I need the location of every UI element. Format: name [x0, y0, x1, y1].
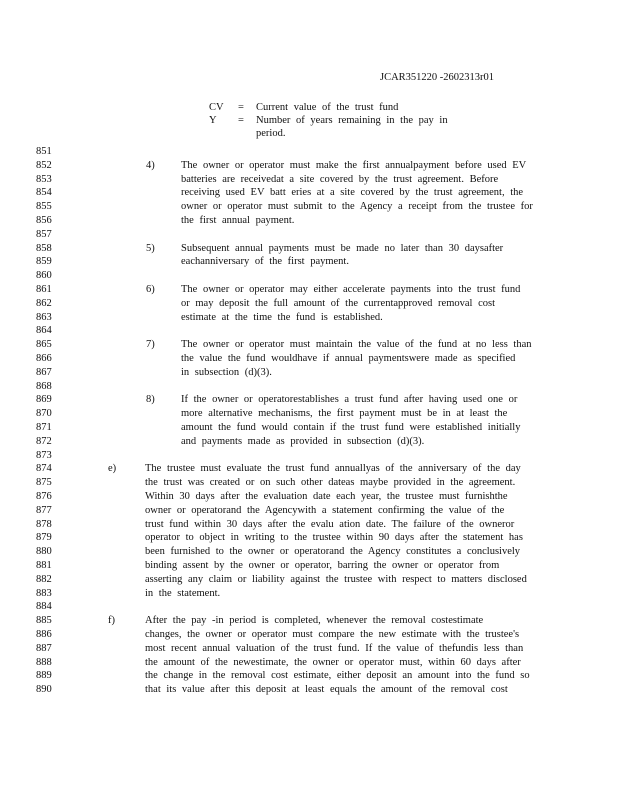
- item-text-line: amount the fund would contain if the trust fund were established initially: [181, 422, 521, 433]
- item-text-line: The owner or operator must make the first annualpayment before used EV: [181, 159, 527, 171]
- line-number: 875: [36, 477, 52, 489]
- item-text-line: receiving used EV batt eries at a site covered by the trust agreement, the: [181, 187, 524, 199]
- item-text-line: batteries are receivedat a site covered by the trust agreement. Before: [181, 173, 499, 185]
- definition-row: [0, 101, 618, 114]
- line-number: 870: [36, 408, 52, 420]
- item-text-line: and payments made as provided in subsection (d)(3).: [181, 435, 425, 447]
- line-number: 860: [36, 270, 52, 282]
- line-number: 857: [36, 228, 52, 240]
- line-number: 873: [36, 449, 52, 461]
- line-number: 877: [36, 504, 52, 516]
- line-number: 885: [36, 615, 52, 627]
- definition-equals: =: [238, 115, 244, 126]
- line-number: 856: [36, 215, 52, 226]
- line-number: 881: [36, 560, 52, 571]
- line-number: 874: [36, 463, 52, 475]
- section-text-line: asserting any claim or liability against the trustee with respect to matters disclosed: [145, 573, 527, 585]
- line-number: 869: [36, 394, 52, 406]
- line-number: 852: [36, 159, 52, 171]
- item-text-line: owner or operator must submit to the Agency a receipt from the trustee for: [181, 201, 533, 213]
- item-text-line: or may deposit the full amount of the currentapproved removal cost: [181, 297, 495, 309]
- item-label: 7): [146, 339, 155, 351]
- item-text-line: in subsection (d)(3).: [181, 366, 272, 378]
- line-number: 867: [36, 366, 52, 378]
- definition-symbol: Y: [209, 115, 217, 126]
- section-text-line: operator to object in writing to the trustee within 90 days after the statement has: [145, 532, 523, 544]
- section-text-line: binding assent by the owner or operator, barring the owner or operator from: [145, 560, 500, 571]
- line-number: 854: [36, 187, 52, 199]
- line-number: 862: [36, 297, 52, 309]
- line-number: 863: [36, 311, 52, 323]
- section-text-line: The trustee must evaluate the trust fund annuallyas of the anniversary of the day: [145, 463, 521, 475]
- line-number: 887: [36, 642, 52, 654]
- line-number: 882: [36, 573, 52, 585]
- section-text-line: After the pay -in period is completed, whenever the removal costestimate: [145, 615, 484, 627]
- document-header: JCAR351220 -2602313r01: [380, 72, 495, 83]
- line-number: 853: [36, 173, 52, 185]
- item-text-line: eachanniversary of the first payment.: [181, 256, 349, 268]
- line-number: 872: [36, 435, 52, 447]
- item-label: 5): [146, 242, 155, 254]
- line-number: 871: [36, 422, 52, 433]
- item-label: 8): [146, 394, 155, 406]
- line-number: 879: [36, 532, 52, 544]
- item-text-line: The owner or operator must maintain the value of the fund at no less than: [181, 339, 532, 351]
- definition-row: [0, 114, 618, 127]
- line-number: 855: [36, 201, 52, 213]
- section-text-line: Within 30 days after the evaluation date each year, the trustee must furnishthe: [145, 491, 508, 502]
- section-text-line: changes, the owner or operator must compare the new estimate with the trustee's: [145, 629, 520, 640]
- item-text-line: If the owner or operatorestablishes a trust fund after having used one or: [181, 394, 518, 406]
- item-text-line: the value the fund wouldhave if annual paymentswere made as specified: [181, 353, 516, 364]
- definition-symbol: CV: [209, 102, 224, 113]
- section-text-line: been furnished to the owner or operatorand the Agency constitutes a conclusively: [145, 546, 521, 558]
- line-number: 880: [36, 546, 52, 558]
- item-text-line: more alternative mechanisms, the first payment must be in at least the: [181, 408, 508, 420]
- line-number: 858: [36, 242, 52, 254]
- section-text-line: the amount of the newestimate, the owner or operator must, within 60 days after: [145, 656, 521, 668]
- definition-equals: =: [238, 102, 244, 113]
- line-number: 889: [36, 670, 52, 682]
- item-text-line: Subsequent annual payments must be made no later than 30 daysafter: [181, 242, 504, 254]
- item-text-line: the first annual payment.: [181, 215, 295, 226]
- section-label: f): [108, 615, 115, 627]
- line-number: 864: [36, 325, 52, 337]
- line-number: 878: [36, 518, 52, 530]
- item-text-line: estimate at the time the fund is established.: [181, 311, 383, 323]
- item-label: 4): [146, 159, 155, 171]
- line-number: 851: [36, 146, 52, 157]
- line-number: 876: [36, 491, 52, 502]
- section-text-line: in the statement.: [145, 587, 221, 599]
- line-number: 888: [36, 656, 52, 668]
- line-number: 884: [36, 601, 52, 613]
- definition-text: Number of years remaining in the pay in: [256, 115, 448, 126]
- line-number: 866: [36, 353, 52, 364]
- line-number: 890: [36, 684, 52, 696]
- section-text-line: that its value after this deposit at least equals the amount of the removal cost: [145, 684, 508, 696]
- section-text-line: most recent annual valuation of the trust fund. If the value of thefundis less than: [145, 642, 524, 654]
- definition-row: [0, 127, 618, 140]
- line-number: 859: [36, 256, 52, 268]
- section-text-line: the change in the removal cost estimate, either deposit an amount into the fund so: [145, 670, 530, 682]
- item-label: 6): [146, 284, 155, 295]
- line-number: 868: [36, 380, 52, 392]
- definition-text: period.: [256, 128, 286, 139]
- section-text-line: trust fund within 30 days after the evalu ation date. The failure of the owneror: [145, 518, 515, 530]
- line-number: 865: [36, 339, 52, 351]
- section-label: e): [108, 463, 117, 475]
- item-text-line: The owner or operator may either accelerate payments into the trust fund: [181, 284, 521, 295]
- definition-text: Current value of the trust fund: [256, 102, 399, 113]
- section-text-line: the trust was created or on such other dateas maybe provided in the agreement.: [145, 477, 516, 489]
- section-text-line: owner or operatorand the Agencywith a statement confirming the value of the: [145, 504, 505, 516]
- line-number: 886: [36, 629, 52, 640]
- line-number: 861: [36, 284, 52, 295]
- line-number: 883: [36, 587, 52, 599]
